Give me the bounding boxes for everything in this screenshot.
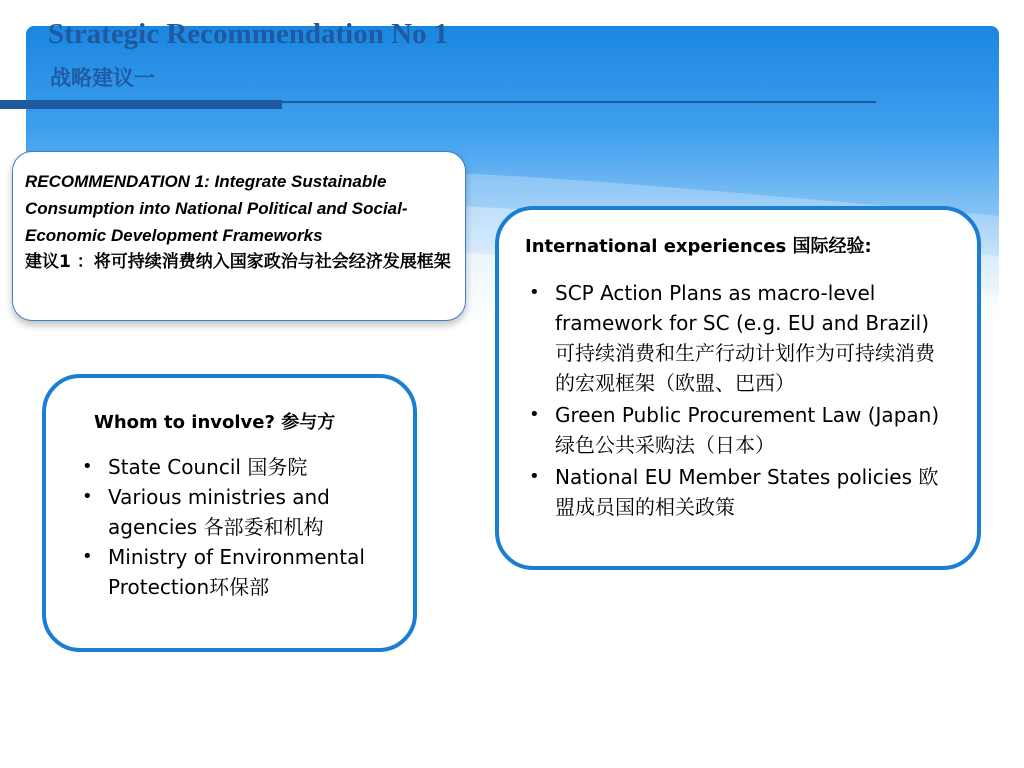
bullet-icon: • xyxy=(82,456,93,477)
international-experiences-box xyxy=(495,206,981,570)
title-rule-thick xyxy=(0,100,282,109)
recommendation-title-zh: 建议1 ：将可持续消费纳入国家政治与社会经济发展框架 xyxy=(25,252,451,272)
list-item xyxy=(78,452,393,482)
whom-to-involve-box xyxy=(42,374,417,652)
bullet-icon: • xyxy=(529,466,540,487)
list-item-text: Various ministries and agencies 各部委和机构 xyxy=(108,485,330,539)
list-item xyxy=(78,482,393,542)
whom-list xyxy=(78,452,393,602)
list-item xyxy=(525,278,951,398)
bullet-icon: • xyxy=(82,486,93,507)
list-item-text: National EU Member States policies 欧盟成员国的相关政策 xyxy=(555,465,939,519)
slide-subtitle: 战略建议一 xyxy=(50,66,155,90)
bullet-icon: • xyxy=(82,546,93,567)
bullet-icon: • xyxy=(529,404,540,425)
recommendation-box xyxy=(12,151,466,321)
slide-title: Strategic Recommendation No 1 xyxy=(48,18,449,50)
bullet-icon: • xyxy=(529,282,540,303)
list-item xyxy=(78,542,393,602)
recommendation-title-en: RECOMMENDATION 1: Integrate Sustainable Consumption into National Political and Social-Economic Development Frameworks xyxy=(25,172,408,245)
list-item-text: State Council 国务院 xyxy=(108,455,308,479)
title-rule-thin xyxy=(282,101,876,103)
list-item-text: Green Public Procurement Law (Japan) 绿色公共采购法（日本） xyxy=(555,403,940,457)
whom-heading: Whom to involve? 参与方 xyxy=(94,412,336,433)
list-item xyxy=(525,462,951,522)
list-item-text: SCP Action Plans as macro-level framework for SC (e.g. EU and Brazil) 可持续消费和生产行动计划作为可持续消费的宏观框架（欧盟、巴西） xyxy=(555,281,935,395)
list-item xyxy=(525,400,951,460)
list-item-text: Ministry of Environmental Protection环保部 xyxy=(108,545,365,599)
international-heading: International experiences 国际经验: xyxy=(525,236,872,257)
international-list xyxy=(525,278,951,522)
